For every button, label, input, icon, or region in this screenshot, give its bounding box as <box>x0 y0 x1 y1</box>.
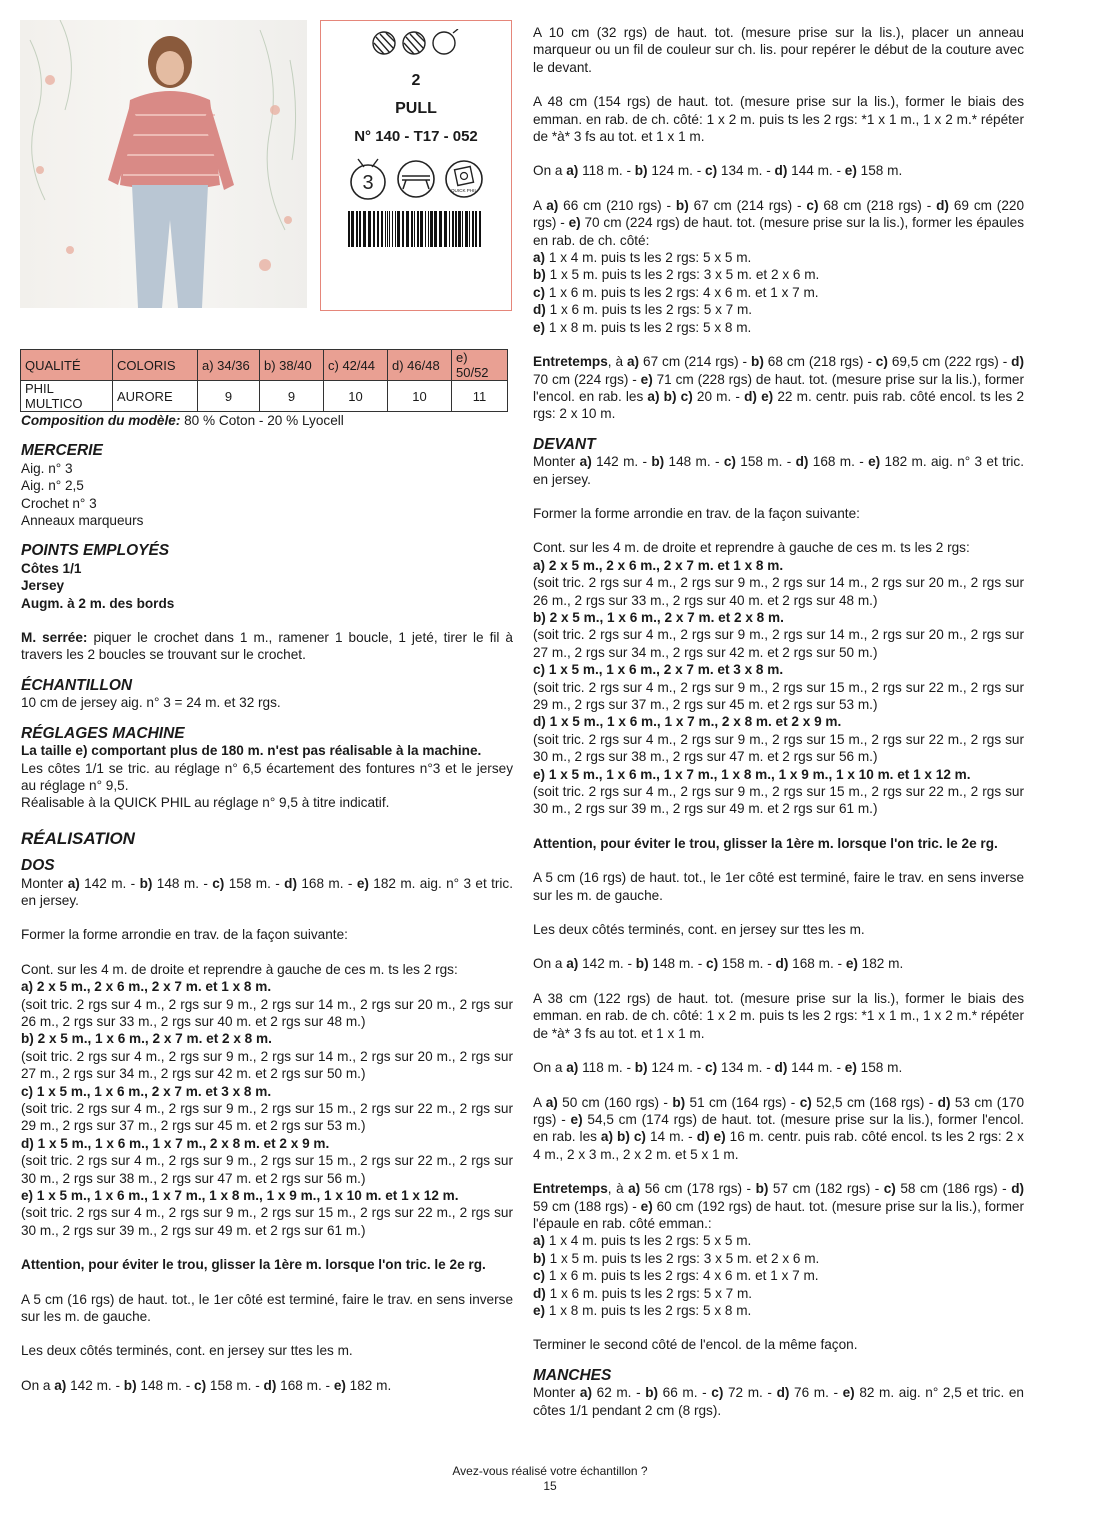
points-heading: POINTS EMPLOYÉS <box>21 542 170 560</box>
maille-serree: M. serrée: piquer le crochet dans 1 m., ramener 1 boucle, 1 jeté, tirer le fil à travers les 2 boucles se trouvant sur le crochet. <box>21 630 513 663</box>
paragraph: Terminer le second côté de l'encol. de la même façon. <box>533 1337 858 1353</box>
point-item: Augm. à 2 m. des bords <box>21 595 175 611</box>
barcode-bar <box>452 211 454 247</box>
reglages-heading: RÉGLAGES MACHINE <box>21 724 185 742</box>
table-cell: PHIL MULTICO <box>21 381 113 412</box>
barcode-bar <box>373 211 375 247</box>
size-detail: (soit tric. 2 rgs sur 4 m., 2 rgs sur 9 m., 2 rgs sur 14 m., 2 rgs sur 20 m., 2 rgs sur 27 m., 2 rgs sur 34 m., 2 rgs sur 42 m. et 2 rgs sur 50 m.) <box>21 1048 513 1082</box>
mercerie-item: Aig. n° 2,5 <box>21 478 84 494</box>
left-column <box>21 412 513 1394</box>
realisation-heading: RÉALISATION <box>21 828 135 848</box>
size-line: a) 1 x 4 m. puis ts les 2 rgs: 5 x 5 m. <box>533 1233 752 1249</box>
echantillon-text: 10 cm de jersey aig. n° 3 = 24 m. et 32 rgs. <box>21 695 281 711</box>
paragraph: Entretemps, à a) 67 cm (214 rgs) - b) 68 cm (218 rgs) - c) 69,5 cm (222 rgs) - d) 70 cm (224 rgs) - e) 71 cm (228 rgs) de haut. tot. (mesure prise sur la lis.), former l'encol. en rab. les a) b) c) 20 m. - d) e) 22 m. centr. puis rab. côté encol. ts les 2 rgs: 2 x 10 m. <box>533 354 1025 422</box>
size-line: e) 1 x 8 m. puis ts les 2 rgs: 5 x 8 m. <box>533 1302 752 1318</box>
size-line: c) 1 x 6 m. puis ts les 2 rgs: 4 x 6 m. et 1 x 7 m. <box>533 1268 819 1284</box>
column-header: QUALITÉ <box>21 350 113 381</box>
paragraph: Les deux côtés terminés, cont. en jersey sur ttes les m. <box>533 922 865 938</box>
barcode-bar <box>406 211 409 247</box>
yarn-quantity-table <box>20 349 508 412</box>
barcode-bar <box>444 211 447 247</box>
right-column <box>533 24 1024 1419</box>
barcode-bar <box>348 211 350 247</box>
size-detail: (soit tric. 2 rgs sur 4 m., 2 rgs sur 9 m., 2 rgs sur 15 m., 2 rgs sur 22 m., 2 rgs sur 29 m., 2 rgs sur 37 m., 2 rgs sur 45 m. et 2 rgs sur 53 m.) <box>533 679 1024 712</box>
size-line: a) 2 x 5 m., 2 x 6 m., 2 x 7 m. et 1 x 8 m. <box>21 979 272 995</box>
barcode-bar <box>417 211 419 247</box>
paragraph: On a a) 118 m. - b) 124 m. - c) 134 m. - d) 144 m. - e) 158 m. <box>533 163 903 179</box>
pattern-info-box <box>320 20 512 311</box>
svg-text:QUICK PHIL: QUICK PHIL <box>450 188 478 193</box>
table-cell: 10 <box>324 381 388 412</box>
barcode <box>321 211 511 250</box>
column-header: COLORIS <box>113 350 198 381</box>
barcode-bar <box>392 211 393 247</box>
reglages-text: Les côtes 1/1 se tric. au réglage n° 6,5 écartement des fontures n°3 et le jersey au réglage n° 9,5. <box>21 760 513 793</box>
barcode-bar <box>387 211 388 247</box>
size-line: e) 1 x 5 m., 1 x 6 m., 1 x 7 m., 1 x 8 m., 1 x 9 m., 1 x 10 m. et 1 x 12 m. <box>21 1188 459 1204</box>
pattern-reference: N° 140 - T17 - 052 <box>354 128 478 145</box>
devant-heading: DEVANT <box>533 435 596 453</box>
barcode-bar <box>472 211 474 247</box>
table-cell: 11 <box>452 381 508 412</box>
reglages-warning: La taille e) comportant plus de 180 m. n'est pas réalisable à la machine. <box>21 743 482 759</box>
footer-question: Avez-vous réalisé votre échantillon ? <box>452 1464 648 1478</box>
barcode-bar <box>363 211 366 247</box>
paragraph: On a a) 142 m. - b) 148 m. - c) 158 m. - d) 168 m. - e) 182 m. <box>21 1377 392 1393</box>
point-item: Côtes 1/1 <box>21 560 82 576</box>
size-line: d) 1 x 6 m. puis ts les 2 rgs: 5 x 7 m. <box>533 302 753 318</box>
paragraph: Cont. sur les 4 m. de droite et reprendre à gauche de ces m. ts les 2 rgs: <box>533 540 970 556</box>
column-header: c) 42/44 <box>324 350 388 381</box>
barcode-bar <box>385 211 386 247</box>
barcode-bar <box>458 211 461 247</box>
attention-note: Attention, pour éviter le trou, glisser la 1ère m. lorsque l'on tric. le 2e rg. <box>533 835 998 851</box>
column-header: a) 34/36 <box>198 350 260 381</box>
yarn-balls-icon <box>321 29 511 60</box>
size-detail: (soit tric. 2 rgs sur 4 m., 2 rgs sur 9 m., 2 rgs sur 14 m., 2 rgs sur 20 m., 2 rgs sur 26 m., 2 rgs sur 33 m., 2 rgs sur 40 m. et 2 rgs sur 48 m.) <box>533 575 1024 608</box>
table-cell: 9 <box>198 381 260 412</box>
point-item: Jersey <box>21 578 65 594</box>
echantillon-heading: ÉCHANTILLON <box>21 676 133 694</box>
paragraph: Monter a) 142 m. - b) 148 m. - c) 158 m. - d) 168 m. - e) 182 m. aig. n° 3 et tric. en jersey. <box>21 875 514 908</box>
barcode-bar <box>439 211 442 247</box>
size-detail: (soit tric. 2 rgs sur 4 m., 2 rgs sur 9 m., 2 rgs sur 15 m., 2 rgs sur 22 m., 2 rgs sur 30 m., 2 rgs sur 39 m., 2 rgs sur 49 m. et 2 rgs sur 61 m.) <box>21 1205 513 1238</box>
barcode-bar <box>428 211 429 247</box>
size-detail: (soit tric. 2 rgs sur 4 m., 2 rgs sur 9 m., 2 rgs sur 15 m., 2 rgs sur 22 m., 2 rgs sur 30 m., 2 rgs sur 38 m., 2 rgs sur 47 m. et 2 rgs sur 56 m.) <box>533 731 1024 765</box>
barcode-bar <box>389 211 390 247</box>
column-header: e) 50/52 <box>452 350 508 381</box>
page-number: 15 <box>543 1479 557 1493</box>
size-line: b) 1 x 5 m. puis ts les 2 rgs: 3 x 5 m. et 2 x 6 m. <box>533 1250 820 1266</box>
size-detail: (soit tric. 2 rgs sur 4 m., 2 rgs sur 9 m., 2 rgs sur 15 m., 2 rgs sur 22 m., 2 rgs sur 30 m., 2 rgs sur 38 m., 2 rgs sur 47 m. et 2 rgs sur 56 m.) <box>21 1153 513 1186</box>
manches-heading: MANCHES <box>533 1366 612 1384</box>
reglages-text: Réalisable à la QUICK PHIL au réglage n° 9,5 à titre indicatif. <box>21 795 390 811</box>
pattern-number: 2 <box>411 72 421 89</box>
size-line: b) 2 x 5 m., 1 x 6 m., 2 x 7 m. et 2 x 8 m. <box>533 609 784 625</box>
barcode-bar <box>449 211 450 247</box>
mercerie-heading: MERCERIE <box>21 442 103 460</box>
size-line: c) 1 x 5 m., 1 x 6 m., 2 x 7 m. et 3 x 8 m. <box>21 1083 272 1099</box>
size-line: b) 1 x 5 m. puis ts les 2 rgs: 3 x 5 m. et 2 x 6 m. <box>533 267 820 283</box>
page-footer <box>0 1464 1100 1494</box>
composition: Composition du modèle: 80 % Coton - 20 % Lyocell <box>21 413 344 428</box>
barcode-bar <box>402 211 404 247</box>
barcode-bar <box>411 211 413 247</box>
table-header-row <box>21 350 508 381</box>
barcode-bar <box>381 211 383 247</box>
barcode-bar <box>425 211 426 247</box>
knitting-machine-icon <box>396 159 436 199</box>
table-cell: AURORE <box>113 381 198 412</box>
paragraph: Former la forme arrondie en trav. de la façon suivante: <box>533 505 860 521</box>
barcode-bar <box>377 211 379 247</box>
barcode-bar <box>368 211 371 247</box>
size-line: c) 1 x 5 m., 1 x 6 m., 2 x 7 m. et 3 x 8 m. <box>533 662 784 678</box>
size-line: c) 1 x 6 m. puis ts les 2 rgs: 4 x 6 m. et 1 x 7 m. <box>533 284 819 300</box>
size-detail: (soit tric. 2 rgs sur 4 m., 2 rgs sur 9 m., 2 rgs sur 15 m., 2 rgs sur 22 m., 2 rgs sur 29 m., 2 rgs sur 37 m., 2 rgs sur 45 m. et 2 rgs sur 53 m.) <box>21 1101 513 1134</box>
barcode-bar <box>356 211 358 247</box>
paragraph: Cont. sur les 4 m. de droite et reprendre à gauche de ces m. ts les 2 rgs: <box>21 961 458 977</box>
mercerie-item: Anneaux marqueurs <box>21 513 144 529</box>
model-photo <box>20 20 307 308</box>
size-detail: (soit tric. 2 rgs sur 4 m., 2 rgs sur 9 m., 2 rgs sur 14 m., 2 rgs sur 20 m., 2 rgs sur 26 m., 2 rgs sur 33 m., 2 rgs sur 40 m. et 2 rgs sur 48 m.) <box>21 996 513 1029</box>
barcode-bar <box>479 211 481 247</box>
barcode-bar <box>465 211 468 247</box>
svg-text:3: 3 <box>362 172 374 194</box>
paragraph: A 48 cm (154 rgs) de haut. tot. (mesure prise sur la lis.), former le biais des emman. en rab. de ch. côté: 1 x 2 m. puis ts les 2 rgs: *1 x 1 m., 1 x 2 m.* répéter de *à* 3 fs au tot. et 1 x 1 m. <box>533 94 1024 145</box>
paragraph: On a a) 118 m. - b) 124 m. - c) 134 m. - d) 144 m. - e) 158 m. <box>533 1060 903 1076</box>
paragraph: A 5 cm (16 rgs) de haut. tot., le 1er côté est terminé, faire le trav. en sens inverse sur les m. de gauche. <box>533 870 1024 903</box>
size-line: d) 1 x 5 m., 1 x 6 m., 1 x 7 m., 2 x 8 m. et 2 x 9 m. <box>21 1135 330 1151</box>
column-header: b) 38/40 <box>260 350 324 381</box>
paragraph: Les deux côtés terminés, cont. en jersey sur ttes les m. <box>21 1343 353 1359</box>
barcode-bar <box>434 211 437 247</box>
table-row <box>21 381 508 412</box>
needle-size-icon <box>348 157 388 201</box>
size-detail: (soit tric. 2 rgs sur 4 m., 2 rgs sur 9 m., 2 rgs sur 14 m., 2 rgs sur 20 m., 2 rgs sur 27 m., 2 rgs sur 34 m., 2 rgs sur 42 m. et 2 rgs sur 50 m.) <box>533 627 1024 660</box>
table-cell: 9 <box>260 381 324 412</box>
paragraph: Former la forme arrondie en trav. de la façon suivante: <box>21 927 348 943</box>
barcode-bar <box>475 211 477 247</box>
paragraph: Entretemps, à a) 56 cm (178 rgs) - b) 57 cm (182 rgs) - c) 58 cm (186 rgs) - d) 59 cm (188 rgs) - e) 60 cm (192 rgs) de haut. tot. (mesure prise sur la lis.), former l'épaule en rab. côté emman.: <box>533 1181 1025 1231</box>
paragraph: Monter a) 62 m. - b) 66 m. - c) 72 m. - d) 76 m. - e) 82 m. aig. n° 2,5 et tric. en côtes 1/1 pendant 2 cm (8 rgs). <box>533 1385 1024 1418</box>
size-line: b) 2 x 5 m., 1 x 6 m., 2 x 7 m. et 2 x 8 m. <box>21 1031 272 1047</box>
barcode-bar <box>397 211 400 247</box>
barcode-bar <box>462 211 463 247</box>
paragraph: Monter a) 142 m. - b) 148 m. - c) 158 m. - d) 168 m. - e) 182 m. aig. n° 3 et tric. en jersey. <box>533 454 1024 487</box>
column-header: d) 46/48 <box>388 350 452 381</box>
barcode-bar <box>455 211 457 247</box>
dos-heading: DOS <box>21 857 55 875</box>
barcode-bar <box>469 211 470 247</box>
mercerie-item: Aig. n° 3 <box>21 460 73 476</box>
barcode-bar <box>420 211 423 247</box>
size-line: a) 1 x 4 m. puis ts les 2 rgs: 5 x 5 m. <box>533 250 752 266</box>
pattern-type: PULL <box>395 100 437 117</box>
barcode-bar <box>351 211 354 247</box>
paragraph: A a) 50 cm (160 rgs) - b) 51 cm (164 rgs) - c) 52,5 cm (168 rgs) - d) 53 cm (170 rgs) - e) 54,5 cm (174 rgs) de haut. tot. (mesure prise sur la lis.), former l'encol. en rab. les a) b) c) 14 m. - d) e) 16 m. centr. puis rab. côté encol. ts les 2 rgs: 2 x 4 m., 2 x 3 m., 2 x 2 m. et 5 x 1 m. <box>533 1094 1025 1162</box>
attention-note: Attention, pour éviter le trou, glisser la 1ère m. lorsque l'on tric. le 2e rg. <box>21 1257 486 1273</box>
size-line: e) 1 x 8 m. puis ts les 2 rgs: 5 x 8 m. <box>533 319 752 335</box>
size-line: d) 1 x 6 m. puis ts les 2 rgs: 5 x 7 m. <box>533 1285 753 1301</box>
paragraph: A 5 cm (16 rgs) de haut. tot., le 1er côté est terminé, faire le trav. en sens inverse sur les m. de gauche. <box>21 1291 513 1325</box>
barcode-bar <box>359 211 361 247</box>
size-line: a) 2 x 5 m., 2 x 6 m., 2 x 7 m. et 1 x 8 m. <box>533 557 784 573</box>
table-cell: 10 <box>388 381 452 412</box>
size-line: e) 1 x 5 m., 1 x 6 m., 1 x 7 m., 1 x 8 m., 1 x 9 m., 1 x 10 m. et 1 x 12 m. <box>533 766 971 782</box>
paragraph: A 38 cm (122 rgs) de haut. tot. (mesure prise sur la lis.), former le biais des emman. en rab. de ch. côté: 1 x 2 m. puis ts les 2 rgs: *1 x 1 m., 1 x 2 m.* répéter de *à* 3 fs au tot. et 1 x 1 m. <box>533 990 1024 1041</box>
barcode-bar <box>395 211 396 247</box>
paragraph: A a) 66 cm (210 rgs) - b) 67 cm (214 rgs) - c) 68 cm (218 rgs) - d) 69 cm (220 rgs) - e) 70 cm (224 rgs) de haut. tot. (mesure prise sur la lis.), former les épaules en rab. de ch. côté: <box>533 197 1025 248</box>
barcode-bar <box>414 211 415 247</box>
paragraph: A 10 cm (32 rgs) de haut. tot. (mesure prise sur la lis.), placer un anneau marqueur ou un fil de couleur sur ch. lis. pour repérer le début de la couture avec le devant. <box>533 25 1024 75</box>
quick-phil-icon <box>444 159 484 199</box>
size-detail: (soit tric. 2 rgs sur 4 m., 2 rgs sur 9 m., 2 rgs sur 15 m., 2 rgs sur 22 m., 2 rgs sur 30 m., 2 rgs sur 39 m., 2 rgs sur 49 m. et 2 rgs sur 61 m.) <box>533 784 1024 817</box>
mercerie-item: Crochet n° 3 <box>21 495 97 511</box>
barcode-bar <box>430 211 433 247</box>
size-line: d) 1 x 5 m., 1 x 6 m., 1 x 7 m., 2 x 8 m. et 2 x 9 m. <box>533 714 842 730</box>
paragraph: On a a) 142 m. - b) 148 m. - c) 158 m. - d) 168 m. - e) 182 m. <box>533 956 904 972</box>
